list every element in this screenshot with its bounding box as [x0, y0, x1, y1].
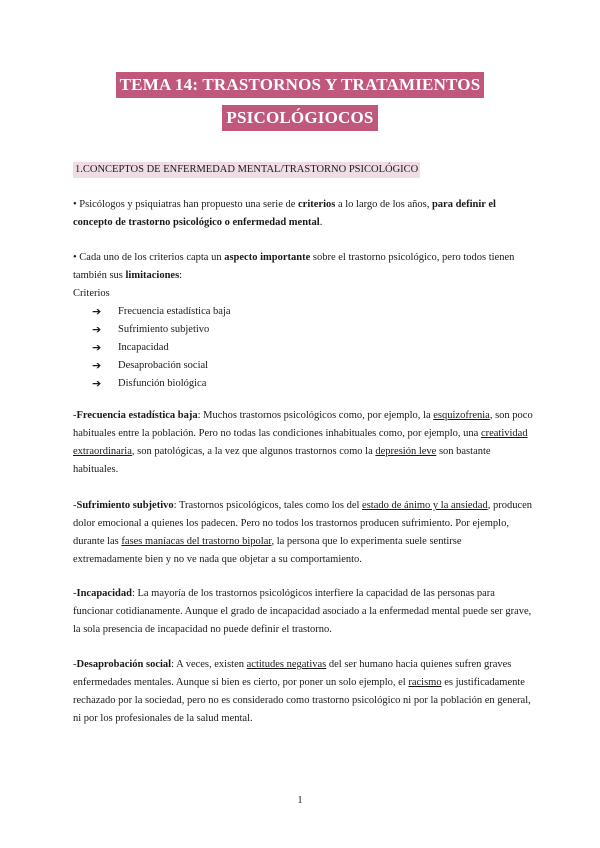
- page-title: [0, 72, 600, 131]
- list-item: ➔ Frecuencia estadística baja: [92, 303, 231, 321]
- paragraph-limitations: • Cada uno de los criterios capta un aspecto importante sobre el trastorno psicológico, pero todos tienen también sus limitaciones:: [73, 252, 515, 281]
- paragraph-desaprobacion: -Desaprobación social: A veces, existen actitudes negativas del ser humano hacia quienes sufren graves enfermedades mentales. Aunque si bien es cierto, por poner un solo ejemplo, el racismo es justificadamente rechazado por la sociedad, pero no es considerado como trastorno psicológico ni por la población en general, ni por los profesionales de la salud mental.: [73, 659, 531, 724]
- list-item: ➔ Desaprobación social: [92, 357, 231, 375]
- title-line-1: TEMA 14: TRASTORNOS Y TRATAMIENTOS: [116, 72, 485, 98]
- paragraph-intro: • Psicólogos y psiquiatras han propuesto una serie de criterios a lo largo de los años, para definir el concepto de trastorno psicológico o enfermedad mental.: [73, 199, 496, 228]
- arrow-right-icon: ➔: [92, 305, 102, 318]
- paragraph-sufrimiento: -Sufrimiento subjetivo: Trastornos psicológicos, tales como los del estado de ánimo y la ansiedad, producen dolor emocional a quienes los padecen. Pero no todos los trastornos producen sufrimiento. Por ejemplo, durante las fases maníacas del trastorno bipolar, la persona que lo experimenta suele sentirse extremadamente bien y no ve nada que objetar a su comportamiento.: [73, 500, 533, 565]
- paragraph-incapacidad: -Incapacidad: La mayoría de los trastornos psicológicos interfiere la capacidad de las personas para funcionar cotidianamente. Aunque el grado de incapacidad asociado a la enfermedad mental puede ser grave, la sola presencia de incapacidad no puede definir el trastorno.: [73, 588, 532, 635]
- arrow-right-icon: ➔: [92, 377, 102, 390]
- paragraph-frecuencia: -Frecuencia estadística baja: Muchos trastornos psicológicos como, por ejemplo, la esquizofrenia, son poco habituales entre la población. Pero no todas las condiciones inhabituales como, por ejemplo, una creatividad extraordinaria, son patológicas, a la vez que algunos trastornos como la depresión leve son bastante habituales.: [73, 410, 533, 475]
- list-item: ➔ Disfunción biológica: [92, 375, 231, 393]
- list-item: ➔ Incapacidad: [92, 339, 231, 357]
- criteria-label: Criterios: [73, 288, 110, 299]
- criteria-list: [92, 303, 231, 393]
- arrow-right-icon: ➔: [92, 323, 102, 336]
- arrow-right-icon: ➔: [92, 341, 102, 354]
- arrow-right-icon: ➔: [92, 359, 102, 372]
- title-line-2: PSICOLÓGIOCOS: [222, 105, 377, 131]
- page-number: 1: [297, 795, 303, 806]
- section-heading: 1.CONCEPTOS DE ENFERMEDAD MENTAL/TRASTORNO PSICOLÓGICO: [73, 162, 420, 178]
- list-item: ➔ Sufrimiento subjetivo: [92, 321, 231, 339]
